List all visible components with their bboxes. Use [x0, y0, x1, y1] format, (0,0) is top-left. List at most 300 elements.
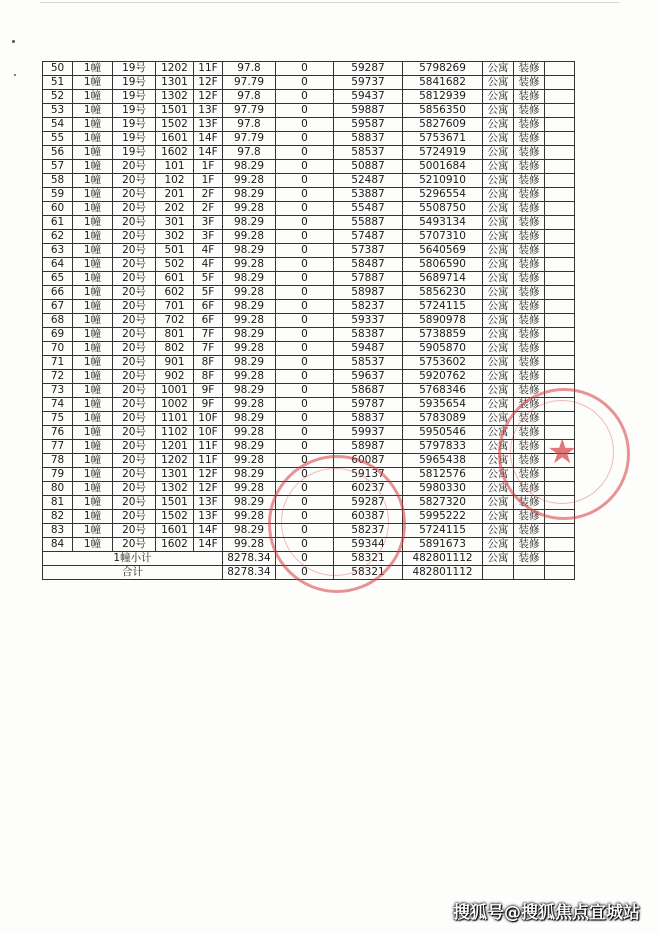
- area-cell: 99.28: [223, 370, 276, 384]
- room-number-cell: 1202: [156, 454, 194, 468]
- unit-cell: 20号: [113, 398, 156, 412]
- floor-cell: 13F: [194, 104, 223, 118]
- table-row: [43, 230, 575, 244]
- unit-price-cell: 59887: [334, 104, 403, 118]
- floor-cell: 1F: [194, 160, 223, 174]
- room-number-cell: 301: [156, 216, 194, 230]
- grand-total-area: 8278.34: [223, 566, 276, 580]
- table-row: [43, 188, 575, 202]
- empty-cell: [545, 90, 575, 104]
- table-row: [43, 300, 575, 314]
- area-cell: 98.29: [223, 412, 276, 426]
- total-price-cell: 5797833: [403, 440, 483, 454]
- area-cell: 98.29: [223, 328, 276, 342]
- property-type-cell: 公寓: [483, 426, 514, 440]
- empty-cell: [545, 342, 575, 356]
- property-type-cell: 公寓: [483, 398, 514, 412]
- table-row: [43, 412, 575, 426]
- building-cell: 1幢: [73, 90, 113, 104]
- room-number-cell: 701: [156, 300, 194, 314]
- zero-value-cell: 0: [276, 440, 334, 454]
- floor-cell: 10F: [194, 426, 223, 440]
- unit-cell: 20号: [113, 482, 156, 496]
- property-type-cell: 公寓: [483, 258, 514, 272]
- unit-price-cell: 60387: [334, 510, 403, 524]
- room-number-cell: 802: [156, 342, 194, 356]
- floor-cell: 11F: [194, 440, 223, 454]
- empty-cell: [545, 132, 575, 146]
- unit-cell: 20号: [113, 286, 156, 300]
- row-number-cell: 82: [43, 510, 73, 524]
- unit-cell: 20号: [113, 412, 156, 426]
- table-row: [43, 524, 575, 538]
- room-number-cell: 1502: [156, 118, 194, 132]
- price-list-table: [42, 61, 578, 580]
- property-type-cell: 公寓: [483, 216, 514, 230]
- table-row: [43, 146, 575, 160]
- empty-cell: [545, 412, 575, 426]
- zero-value-cell: 0: [276, 510, 334, 524]
- row-number-cell: 72: [43, 370, 73, 384]
- property-type-cell: 公寓: [483, 384, 514, 398]
- finish-type-cell: 装修: [514, 510, 545, 524]
- floor-cell: 2F: [194, 188, 223, 202]
- area-cell: 98.29: [223, 440, 276, 454]
- area-cell: 99.28: [223, 258, 276, 272]
- unit-price-cell: 59337: [334, 314, 403, 328]
- area-cell: 99.28: [223, 342, 276, 356]
- building-cell: 1幢: [73, 258, 113, 272]
- building-cell: 1幢: [73, 62, 113, 76]
- finish-type-cell: 装修: [514, 286, 545, 300]
- zero-value-cell: 0: [276, 202, 334, 216]
- zero-value-cell: 0: [276, 314, 334, 328]
- area-cell: 98.29: [223, 384, 276, 398]
- building-cell: 1幢: [73, 398, 113, 412]
- total-price-cell: 5210910: [403, 174, 483, 188]
- floor-cell: 4F: [194, 258, 223, 272]
- floor-cell: 12F: [194, 468, 223, 482]
- unit-price-cell: 53887: [334, 188, 403, 202]
- zero-value-cell: 0: [276, 146, 334, 160]
- empty-cell: [545, 202, 575, 216]
- building-cell: 1幢: [73, 524, 113, 538]
- property-type-cell: 公寓: [483, 146, 514, 160]
- zero-value-cell: 0: [276, 90, 334, 104]
- property-type-cell: 公寓: [483, 90, 514, 104]
- unit-price-cell: 58387: [334, 328, 403, 342]
- total-price-cell: 5965438: [403, 454, 483, 468]
- zero-value-cell: 0: [276, 216, 334, 230]
- total-price-cell: 5753602: [403, 356, 483, 370]
- total-price-cell: 5841682: [403, 76, 483, 90]
- empty-cell: [545, 524, 575, 538]
- building-cell: 1幢: [73, 174, 113, 188]
- empty-cell: [545, 468, 575, 482]
- zero-value-cell: 0: [276, 384, 334, 398]
- finish-type-cell: 装修: [514, 328, 545, 342]
- table-row: [43, 104, 575, 118]
- subtotal-label: 1幢小计: [43, 552, 223, 566]
- unit-price-cell: 57387: [334, 244, 403, 258]
- empty-cell: [545, 356, 575, 370]
- building-cell: 1幢: [73, 104, 113, 118]
- building-cell: 1幢: [73, 230, 113, 244]
- zero-value-cell: 0: [276, 76, 334, 90]
- zero-value-cell: 0: [276, 538, 334, 552]
- table-row: [43, 370, 575, 384]
- zero-value-cell: 0: [276, 286, 334, 300]
- total-price-cell: 5724115: [403, 300, 483, 314]
- unit-price-cell: 57487: [334, 230, 403, 244]
- property-type-cell: 公寓: [483, 356, 514, 370]
- property-type-cell: 公寓: [483, 132, 514, 146]
- empty-cell: [545, 454, 575, 468]
- floor-cell: 13F: [194, 118, 223, 132]
- area-cell: 98.29: [223, 244, 276, 258]
- row-number-cell: 59: [43, 188, 73, 202]
- area-cell: 99.28: [223, 426, 276, 440]
- unit-price-cell: 59737: [334, 76, 403, 90]
- finish-type-cell: 装修: [514, 188, 545, 202]
- unit-cell: 19号: [113, 62, 156, 76]
- finish-type-cell: 装修: [514, 538, 545, 552]
- room-number-cell: 1102: [156, 426, 194, 440]
- empty-cell: [545, 496, 575, 510]
- total-price-cell: 5798269: [403, 62, 483, 76]
- area-cell: 98.29: [223, 188, 276, 202]
- table-row: [43, 468, 575, 482]
- building-cell: 1幢: [73, 342, 113, 356]
- room-number-cell: 1501: [156, 104, 194, 118]
- area-cell: 99.28: [223, 314, 276, 328]
- unit-price-cell: 55487: [334, 202, 403, 216]
- floor-cell: 5F: [194, 286, 223, 300]
- total-price-cell: 5493134: [403, 216, 483, 230]
- unit-cell: 20号: [113, 300, 156, 314]
- row-number-cell: 77: [43, 440, 73, 454]
- unit-cell: 20号: [113, 258, 156, 272]
- empty-cell: [545, 104, 575, 118]
- table-row: [43, 272, 575, 286]
- total-price-cell: 5890978: [403, 314, 483, 328]
- total-price-cell: 5812576: [403, 468, 483, 482]
- scan-speck: [14, 74, 16, 76]
- grand-total-row: [43, 566, 575, 580]
- building-cell: 1幢: [73, 118, 113, 132]
- area-cell: 99.28: [223, 174, 276, 188]
- subtotal-row: [43, 552, 575, 566]
- empty-cell: [545, 398, 575, 412]
- building-cell: 1幢: [73, 188, 113, 202]
- building-cell: 1幢: [73, 328, 113, 342]
- row-number-cell: 70: [43, 342, 73, 356]
- unit-cell: 20号: [113, 510, 156, 524]
- finish-type-cell: 装修: [514, 440, 545, 454]
- room-number-cell: 1101: [156, 412, 194, 426]
- zero-value-cell: 0: [276, 342, 334, 356]
- building-cell: 1幢: [73, 468, 113, 482]
- finish-type-cell: 装修: [514, 202, 545, 216]
- unit-cell: 20号: [113, 328, 156, 342]
- empty-cell: [545, 426, 575, 440]
- table-row: [43, 342, 575, 356]
- room-number-cell: 302: [156, 230, 194, 244]
- table-row: [43, 440, 575, 454]
- unit-cell: 20号: [113, 454, 156, 468]
- area-cell: 99.28: [223, 510, 276, 524]
- room-number-cell: 902: [156, 370, 194, 384]
- area-cell: 98.29: [223, 160, 276, 174]
- row-number-cell: 78: [43, 454, 73, 468]
- table-row: [43, 328, 575, 342]
- room-number-cell: 1302: [156, 90, 194, 104]
- unit-price-cell: 59787: [334, 398, 403, 412]
- finish-type-cell: 装修: [514, 300, 545, 314]
- unit-price-cell: 59137: [334, 468, 403, 482]
- grand-total-label: 合计: [43, 566, 223, 580]
- unit-cell: 20号: [113, 244, 156, 258]
- unit-cell: 20号: [113, 174, 156, 188]
- room-number-cell: 201: [156, 188, 194, 202]
- unit-cell: 20号: [113, 356, 156, 370]
- table-row: [43, 398, 575, 412]
- table-row: [43, 258, 575, 272]
- total-price-cell: 5707310: [403, 230, 483, 244]
- total-price-cell: 5856350: [403, 104, 483, 118]
- table-body: [43, 62, 578, 552]
- grand-total-empty: [545, 566, 575, 580]
- room-number-cell: 1001: [156, 384, 194, 398]
- floor-cell: 9F: [194, 384, 223, 398]
- finish-type-cell: 装修: [514, 356, 545, 370]
- unit-price-cell: 58537: [334, 356, 403, 370]
- unit-cell: 20号: [113, 314, 156, 328]
- row-number-cell: 66: [43, 286, 73, 300]
- floor-cell: 11F: [194, 454, 223, 468]
- zero-value-cell: 0: [276, 174, 334, 188]
- property-type-cell: 公寓: [483, 188, 514, 202]
- finish-type-cell: 装修: [514, 412, 545, 426]
- unit-cell: 20号: [113, 440, 156, 454]
- building-cell: 1幢: [73, 356, 113, 370]
- subtotal-type: 公寓: [483, 552, 514, 566]
- empty-cell: [545, 272, 575, 286]
- unit-price-cell: 55887: [334, 216, 403, 230]
- room-number-cell: 801: [156, 328, 194, 342]
- unit-cell: 20号: [113, 272, 156, 286]
- finish-type-cell: 装修: [514, 230, 545, 244]
- total-price-cell: 5724115: [403, 524, 483, 538]
- finish-type-cell: 装修: [514, 244, 545, 258]
- total-price-cell: 5640569: [403, 244, 483, 258]
- row-number-cell: 61: [43, 216, 73, 230]
- room-number-cell: 501: [156, 244, 194, 258]
- total-price-cell: 5508750: [403, 202, 483, 216]
- total-price-cell: 5827609: [403, 118, 483, 132]
- unit-cell: 19号: [113, 146, 156, 160]
- room-number-cell: 1601: [156, 132, 194, 146]
- unit-price-cell: 58837: [334, 412, 403, 426]
- total-price-cell: 5920762: [403, 370, 483, 384]
- table-row: [43, 496, 575, 510]
- floor-cell: 10F: [194, 412, 223, 426]
- unit-price-cell: 59287: [334, 62, 403, 76]
- row-number-cell: 62: [43, 230, 73, 244]
- finish-type-cell: 装修: [514, 146, 545, 160]
- empty-cell: [545, 174, 575, 188]
- grand-total-total: 482801112: [403, 566, 483, 580]
- row-number-cell: 80: [43, 482, 73, 496]
- property-type-cell: 公寓: [483, 300, 514, 314]
- finish-type-cell: 装修: [514, 524, 545, 538]
- grand-total-price: 58321: [334, 566, 403, 580]
- area-cell: 99.28: [223, 538, 276, 552]
- floor-cell: 6F: [194, 300, 223, 314]
- unit-price-cell: 59344: [334, 538, 403, 552]
- property-type-cell: 公寓: [483, 230, 514, 244]
- empty-cell: [545, 328, 575, 342]
- table-row: [43, 244, 575, 258]
- total-price-cell: 5856230: [403, 286, 483, 300]
- finish-type-cell: 装修: [514, 76, 545, 90]
- floor-cell: 14F: [194, 146, 223, 160]
- unit-cell: 19号: [113, 104, 156, 118]
- unit-price-cell: 59437: [334, 90, 403, 104]
- row-number-cell: 84: [43, 538, 73, 552]
- zero-value-cell: 0: [276, 62, 334, 76]
- row-number-cell: 68: [43, 314, 73, 328]
- building-cell: 1幢: [73, 244, 113, 258]
- room-number-cell: 901: [156, 356, 194, 370]
- property-type-cell: 公寓: [483, 524, 514, 538]
- empty-cell: [545, 76, 575, 90]
- zero-value-cell: 0: [276, 188, 334, 202]
- total-price-cell: 5783089: [403, 412, 483, 426]
- table-row: [43, 426, 575, 440]
- zero-value-cell: 0: [276, 272, 334, 286]
- finish-type-cell: 装修: [514, 174, 545, 188]
- total-price-cell: 5689714: [403, 272, 483, 286]
- table-row: [43, 538, 575, 552]
- subtotal-zero: 0: [276, 552, 334, 566]
- zero-value-cell: 0: [276, 160, 334, 174]
- property-type-cell: 公寓: [483, 454, 514, 468]
- area-cell: 97.8: [223, 146, 276, 160]
- floor-cell: 6F: [194, 314, 223, 328]
- floor-cell: 13F: [194, 510, 223, 524]
- area-cell: 97.79: [223, 104, 276, 118]
- finish-type-cell: 装修: [514, 384, 545, 398]
- table-row: [43, 62, 575, 76]
- row-number-cell: 53: [43, 104, 73, 118]
- floor-cell: 7F: [194, 342, 223, 356]
- row-number-cell: 81: [43, 496, 73, 510]
- zero-value-cell: 0: [276, 230, 334, 244]
- row-number-cell: 60: [43, 202, 73, 216]
- unit-price-cell: 52487: [334, 174, 403, 188]
- unit-cell: 19号: [113, 118, 156, 132]
- property-type-cell: 公寓: [483, 62, 514, 76]
- finish-type-cell: 装修: [514, 216, 545, 230]
- unit-price-cell: 58687: [334, 384, 403, 398]
- area-cell: 97.8: [223, 90, 276, 104]
- area-cell: 99.28: [223, 230, 276, 244]
- property-type-cell: 公寓: [483, 412, 514, 426]
- building-cell: 1幢: [73, 426, 113, 440]
- table-row: [43, 90, 575, 104]
- property-type-cell: 公寓: [483, 314, 514, 328]
- zero-value-cell: 0: [276, 104, 334, 118]
- grand-total-empty: [514, 566, 545, 580]
- row-number-cell: 79: [43, 468, 73, 482]
- building-cell: 1幢: [73, 300, 113, 314]
- zero-value-cell: 0: [276, 482, 334, 496]
- total-price-cell: 5950546: [403, 426, 483, 440]
- building-cell: 1幢: [73, 496, 113, 510]
- finish-type-cell: 装修: [514, 90, 545, 104]
- property-type-cell: 公寓: [483, 370, 514, 384]
- room-number-cell: 1301: [156, 76, 194, 90]
- table-row: [43, 286, 575, 300]
- empty-cell: [545, 244, 575, 258]
- empty-cell: [545, 538, 575, 552]
- seal-star-icon: ★: [547, 432, 578, 472]
- property-type-cell: 公寓: [483, 496, 514, 510]
- row-number-cell: 74: [43, 398, 73, 412]
- zero-value-cell: 0: [276, 426, 334, 440]
- total-price-cell: 5905870: [403, 342, 483, 356]
- unit-price-cell: 59487: [334, 342, 403, 356]
- unit-cell: 20号: [113, 216, 156, 230]
- row-number-cell: 67: [43, 300, 73, 314]
- row-number-cell: 75: [43, 412, 73, 426]
- table-row: [43, 356, 575, 370]
- floor-cell: 2F: [194, 202, 223, 216]
- unit-price-cell: 60087: [334, 454, 403, 468]
- total-price-cell: 5995222: [403, 510, 483, 524]
- zero-value-cell: 0: [276, 244, 334, 258]
- empty-cell: [545, 440, 575, 454]
- empty-cell: [545, 160, 575, 174]
- building-cell: 1幢: [73, 216, 113, 230]
- floor-cell: 3F: [194, 230, 223, 244]
- table-row: [43, 132, 575, 146]
- room-number-cell: 1202: [156, 62, 194, 76]
- room-number-cell: 1602: [156, 538, 194, 552]
- room-number-cell: 1502: [156, 510, 194, 524]
- unit-cell: 20号: [113, 524, 156, 538]
- property-type-cell: 公寓: [483, 440, 514, 454]
- row-number-cell: 54: [43, 118, 73, 132]
- unit-cell: 20号: [113, 342, 156, 356]
- unit-cell: 19号: [113, 90, 156, 104]
- row-number-cell: 55: [43, 132, 73, 146]
- unit-price-cell: 57887: [334, 272, 403, 286]
- finish-type-cell: 装修: [514, 104, 545, 118]
- unit-price-cell: 59937: [334, 426, 403, 440]
- room-number-cell: 1302: [156, 482, 194, 496]
- empty-cell: [545, 258, 575, 272]
- empty-cell: [545, 384, 575, 398]
- table-row: [43, 118, 575, 132]
- building-cell: 1幢: [73, 146, 113, 160]
- floor-cell: 13F: [194, 496, 223, 510]
- area-cell: 99.28: [223, 286, 276, 300]
- unit-cell: 19号: [113, 132, 156, 146]
- total-price-cell: 5296554: [403, 188, 483, 202]
- finish-type-cell: 装修: [514, 314, 545, 328]
